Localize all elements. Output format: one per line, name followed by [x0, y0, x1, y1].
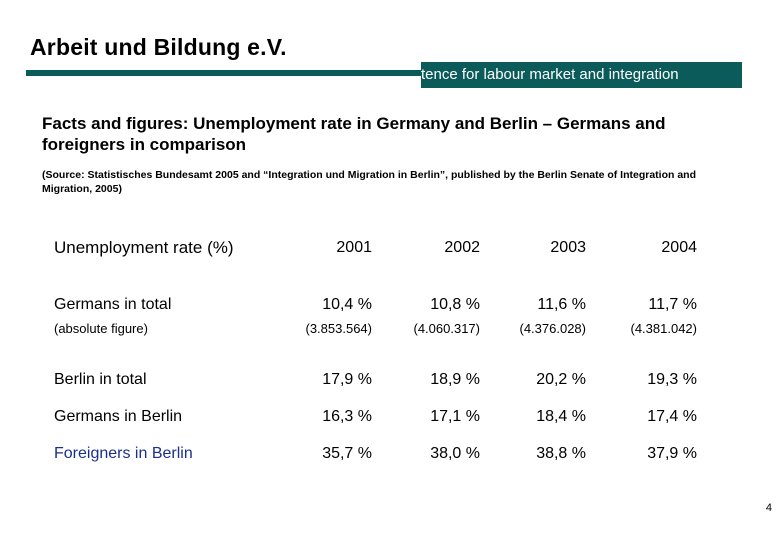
year-header: 2002 [444, 239, 480, 256]
absolute-figure: (4.381.042) [630, 321, 697, 336]
row-label: Berlin in total [54, 371, 147, 388]
row-label: Foreigners in Berlin [54, 445, 193, 462]
table-cell: 10,8 % [430, 296, 480, 313]
table-cell: 11,7 % [648, 296, 697, 313]
year-header: 2001 [336, 239, 372, 256]
table-row-foreigners-berlin [42, 444, 705, 481]
slide-heading: Facts and figures: Unemployment rate in Germany and Berlin – Germans and foreigners in comparison [42, 114, 666, 154]
tagline-banner [421, 62, 742, 88]
table-cell: 17,1 % [430, 408, 480, 425]
table-header-row [42, 230, 705, 293]
header-label: Unemployment rate (%) [54, 238, 234, 257]
row-label: Germans in Berlin [54, 408, 183, 425]
table-cell: 19,3 % [647, 371, 697, 388]
table-cell: 35,7 % [322, 445, 372, 462]
year-header: 2003 [550, 239, 586, 256]
table-cell: 18,9 % [430, 371, 480, 388]
table-cell: 16,3 % [322, 408, 372, 425]
tagline-text: tence for labour market and integration [421, 66, 679, 83]
table-cell: 17,4 % [647, 408, 697, 425]
table-row-germans-berlin [42, 407, 705, 444]
table-cell: 37,9 % [647, 445, 697, 462]
table-row-germans-total [42, 293, 705, 370]
year-header: 2004 [661, 239, 697, 256]
page-number: 4 [765, 502, 772, 514]
table-cell: 20,2 % [536, 371, 586, 388]
source-note: (Source: Statistisches Bundesamt 2005 and “Integration und Migration in Berlin”, published by the Berlin Senate of Integration and Migration, 2005) [42, 169, 697, 195]
table-cell: 17,9 % [322, 371, 372, 388]
absolute-figure: (4.060.317) [413, 321, 480, 336]
table-cell: 38,8 % [536, 445, 586, 462]
row-sublabel: (absolute figure) [54, 321, 148, 336]
absolute-figure: (4.376.028) [519, 321, 586, 336]
table-row-berlin-total [42, 370, 705, 407]
table-cell: 11,6 % [537, 296, 586, 313]
row-label: Germans in total [54, 296, 172, 313]
organization-title: Arbeit und Bildung e.V. [30, 34, 287, 60]
absolute-figure: (3.853.564) [305, 321, 372, 336]
header-rule [26, 70, 422, 76]
table-cell: 38,0 % [430, 445, 480, 462]
table-cell: 10,4 % [322, 296, 372, 313]
unemployment-table [42, 230, 705, 481]
table-cell: 18,4 % [536, 408, 586, 425]
